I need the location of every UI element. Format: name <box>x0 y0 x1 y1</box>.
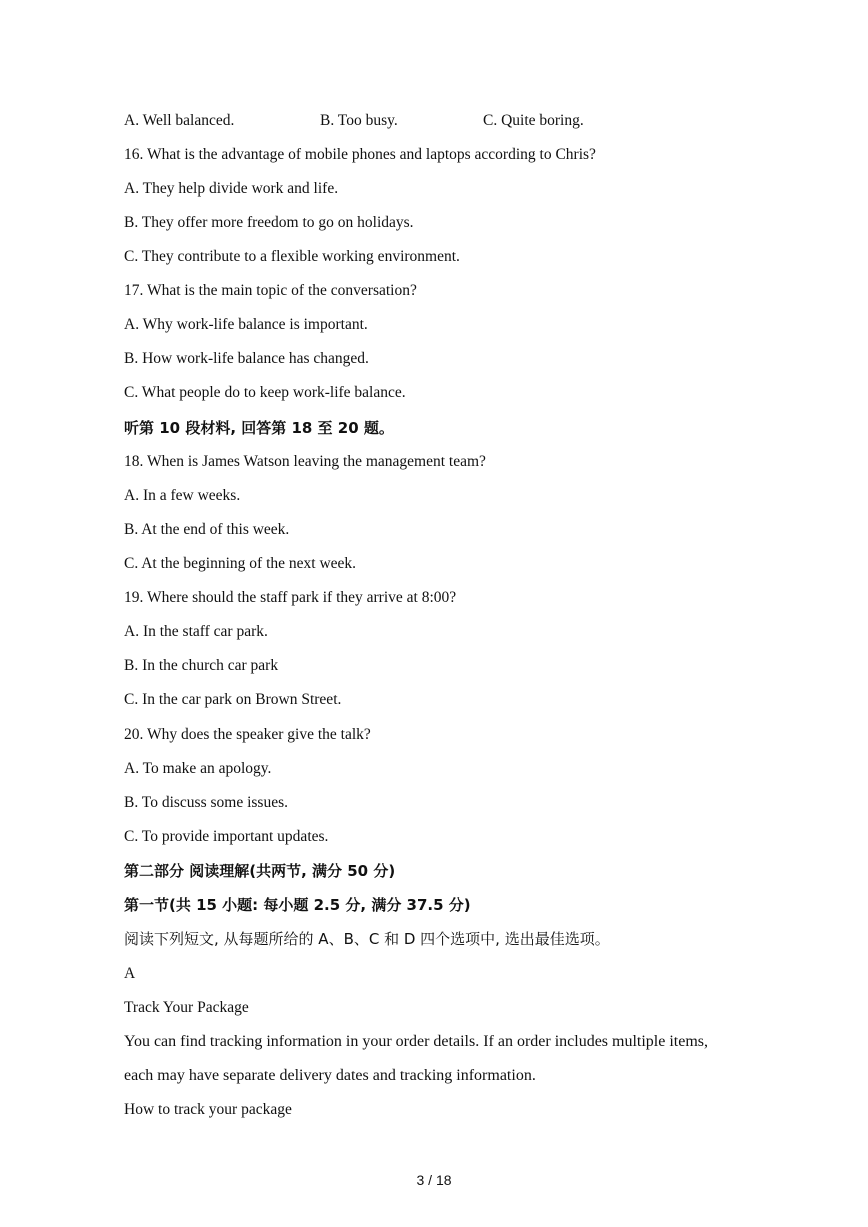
passage-line-2: each may have separate delivery dates and tracking information. <box>124 1067 536 1084</box>
q15-option-b: B. Too busy. <box>320 112 398 129</box>
q16-option-b: B. They offer more freedom to go on holidays. <box>124 214 414 231</box>
q20-question: 20. Why does the speaker give the talk? <box>124 726 371 743</box>
q16-question: 16. What is the advantage of mobile phones and laptops according to Chris? <box>124 146 596 163</box>
passage-subheading: How to track your package <box>124 1101 292 1118</box>
q17-option-a: A. Why work-life balance is important. <box>124 316 368 333</box>
page-number: 3 / 18 <box>416 1172 452 1188</box>
q19-option-c: C. In the car park on Brown Street. <box>124 691 342 708</box>
q17-option-b: B. How work-life balance has changed. <box>124 350 369 367</box>
q15-option-c: C. Quite boring. <box>483 112 584 129</box>
section10-instruction: 听第 10 段材料, 回答第 18 至 20 题。 <box>124 419 394 437</box>
q15-option-a: A. Well balanced. <box>124 112 235 129</box>
reading-instruction: 阅读下列短文, 从每题所给的 A、B、C 和 D 四个选项中, 选出最佳选项。 <box>124 930 610 948</box>
q18-question: 18. When is James Watson leaving the management team? <box>124 453 486 470</box>
q18-option-a: A. In a few weeks. <box>124 487 241 504</box>
q19-option-b: B. In the church car park <box>124 657 279 674</box>
passage-line-1: You can find tracking information in your order details. If an order includes multiple items, <box>124 1033 709 1050</box>
q17-question: 17. What is the main topic of the conversation? <box>124 282 417 299</box>
q20-option-c: C. To provide important updates. <box>124 828 329 845</box>
q18-option-c: C. At the beginning of the next week. <box>124 555 357 572</box>
q20-option-b: B. To discuss some issues. <box>124 794 288 811</box>
passage-title: Track Your Package <box>124 999 249 1016</box>
q20-option-a: A. To make an apology. <box>124 760 272 777</box>
part2-heading: 第二部分 阅读理解(共两节, 满分 50 分) <box>124 862 396 880</box>
q18-option-b: B. At the end of this week. <box>124 521 290 538</box>
q16-option-c: C. They contribute to a flexible working environment. <box>124 248 460 265</box>
q17-option-c: C. What people do to keep work-life balance. <box>124 384 406 401</box>
q19-option-a: A. In the staff car park. <box>124 623 268 640</box>
q15-options-row <box>124 111 744 131</box>
section1-heading: 第一节(共 15 小题: 每小题 2.5 分, 满分 37.5 分) <box>124 896 471 914</box>
q16-option-a: A. They help divide work and life. <box>124 180 339 197</box>
q19-question: 19. Where should the staff park if they arrive at 8:00? <box>124 589 457 606</box>
passage-label: A <box>124 965 136 982</box>
